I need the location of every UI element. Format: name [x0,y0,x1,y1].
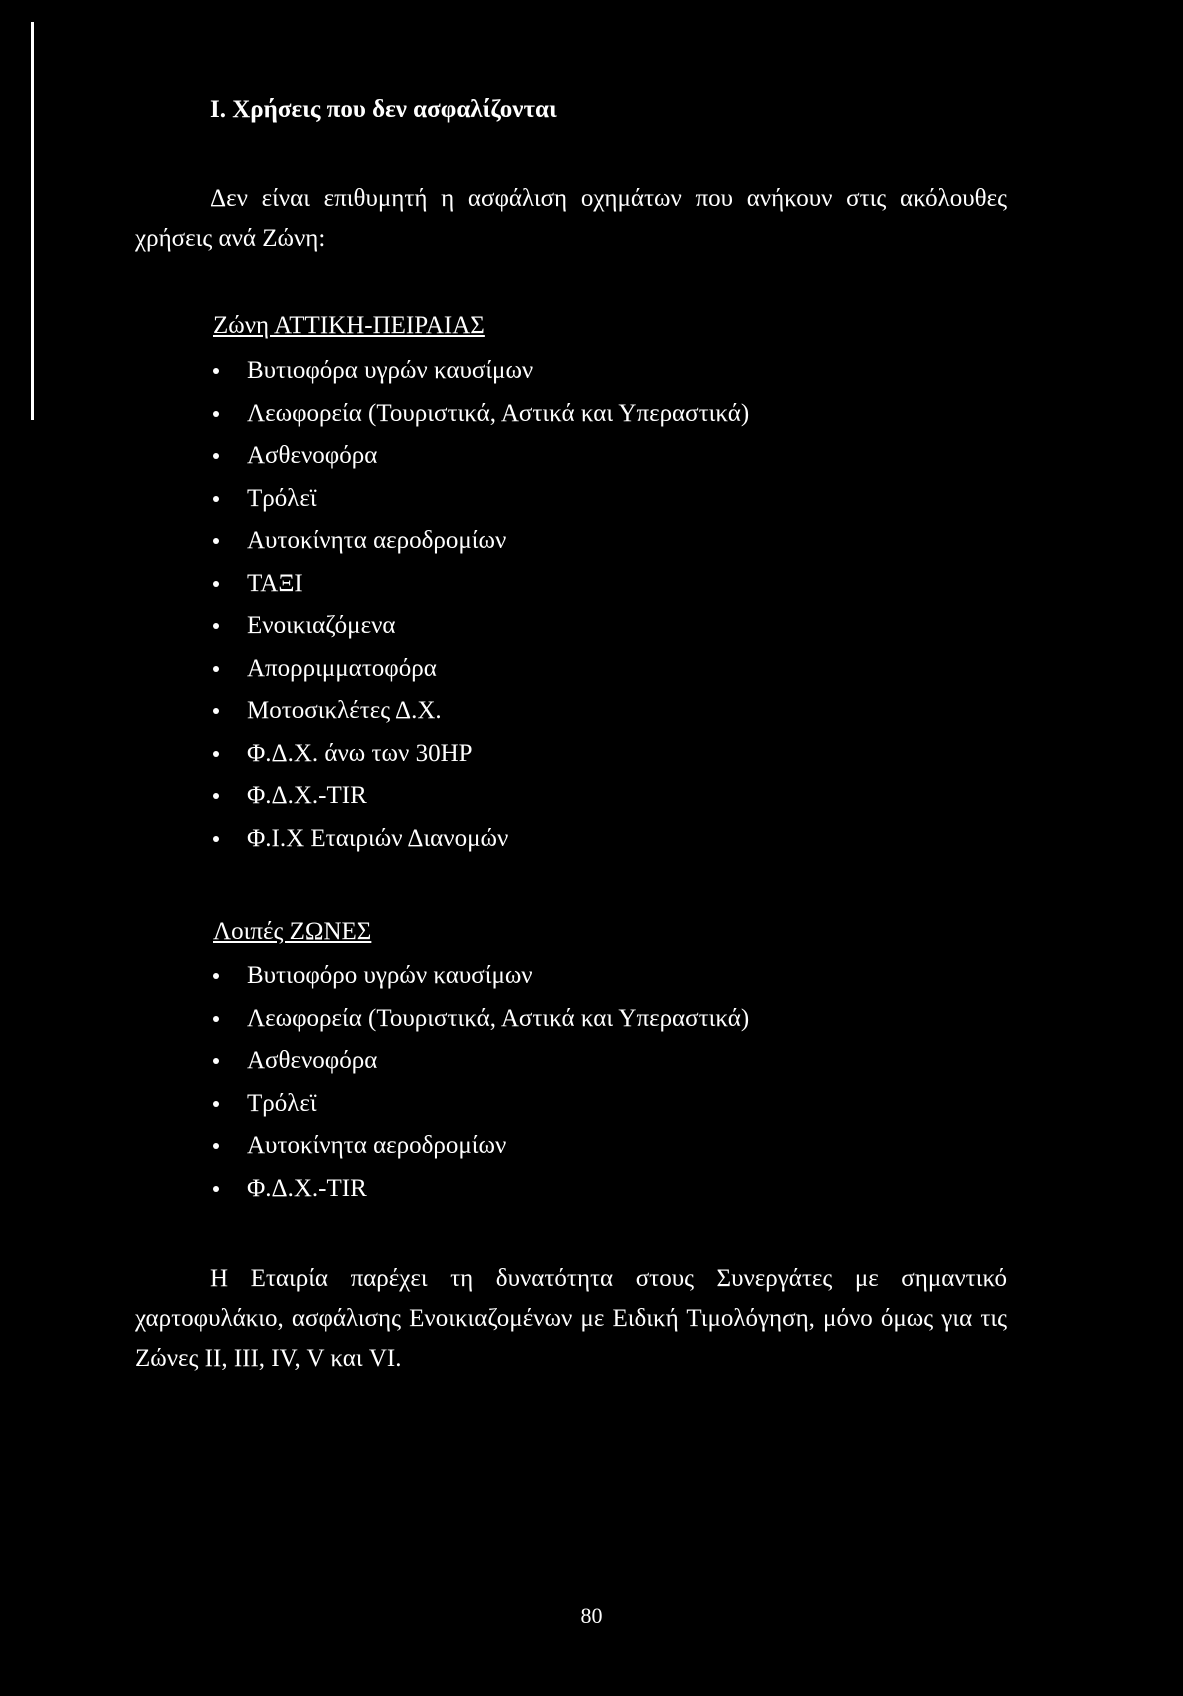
page-number: 80 [580,1603,603,1628]
list-item-text: Φ.Ι.Χ Εταιριών Διανομών [247,824,509,852]
margin-line [31,22,34,420]
bullet-icon [213,1016,219,1022]
bullet-icon [213,368,219,374]
list-item [213,478,749,521]
bullet-icon [213,708,219,714]
zone-attica-list [213,350,749,860]
list-item-text: Ασθενοφόρα [247,442,378,469]
bullet-icon [213,1058,219,1064]
bullet-icon [213,751,219,757]
list-item [213,775,749,818]
bullet-icon [213,538,219,544]
list-item [213,1040,749,1083]
list-item-text: Μοτοσικλέτες Δ.Χ. [247,697,442,724]
list-item [213,393,749,436]
bullet-icon [213,581,219,587]
list-item [213,690,749,733]
bullet-icon [213,496,219,502]
bullet-icon [213,453,219,459]
list-item-text: Αυτοκίνητα αεροδρομίων [247,1132,507,1159]
closing-paragraph: Η Εταιρία παρέχει τη δυνατότητα στους Συνεργάτες με σημαντικό χαρτοφυλάκιο, ασφάλισης Ενοικιαζομένων με Ειδική Τιμολόγηση, μόνο όμως για τις Ζώνες ΙΙ, ΙΙΙ, IV, V και VI. [135,1265,1007,1372]
list-item-text: ΤΑΞΙ [247,569,303,597]
list-item [213,435,749,478]
list-item [213,818,749,861]
section-heading: I. Χρήσεις που δεν ασφαλίζονται [210,96,557,123]
bullet-icon [213,793,219,799]
zone-other-title: Λοιπές ΖΩΝΕΣ [213,918,372,945]
bullet-icon [213,411,219,417]
zone-other-list [213,955,749,1210]
bullet-icon [213,1101,219,1107]
list-item [213,1083,749,1126]
list-item [213,648,749,691]
zone-attica-title: Ζώνη ΑΤΤΙΚΗ-ΠΕΙΡΑΙΑΣ [213,312,485,339]
list-item-text: Φ.Δ.Χ.-TIR [247,782,367,809]
list-item-text: Ασθενοφόρα [247,1047,378,1074]
bullet-icon [213,1186,219,1192]
list-item-text: Αυτοκίνητα αεροδρομίων [247,527,507,554]
list-item [213,998,749,1041]
list-item-text: Φ.Δ.Χ.-TIR [247,1174,367,1202]
bullet-icon [213,836,219,842]
intro-paragraph: Δεν είναι επιθυμητή η ασφάλιση οχημάτων που ανήκουν στις ακόλουθες χρήσεις ανά Ζώνη: [135,185,1007,252]
list-item [213,605,749,648]
bullet-icon [213,973,219,979]
list-item-text: Τρόλεϊ [247,484,317,512]
list-item-text: Λεωφορεία (Τουριστικά, Αστικά και Υπεραστικά) [247,399,750,427]
list-item [213,1125,749,1168]
list-item-text: Ενοικιαζόμενα [247,612,396,639]
bullet-icon [213,666,219,672]
list-item [213,520,749,563]
list-item-text: Απορριμματοφόρα [247,654,437,682]
list-item-text: Βυτιοφόρα υγρών καυσίμων [247,357,534,384]
list-item [213,350,749,393]
list-item [213,955,749,998]
bullet-icon [213,623,219,629]
list-item [213,733,749,776]
list-item-text: Βυτιοφόρο υγρών καυσίμων [247,962,533,989]
list-item-text: Λεωφορεία (Τουριστικά, Αστικά και Υπεραστικά) [247,1004,750,1032]
list-item [213,1168,749,1211]
list-item-text: Τρόλεϊ [247,1089,317,1117]
bullet-icon [213,1143,219,1149]
list-item-text: Φ.Δ.Χ. άνω των 30HP [247,739,473,767]
list-item [213,563,749,606]
